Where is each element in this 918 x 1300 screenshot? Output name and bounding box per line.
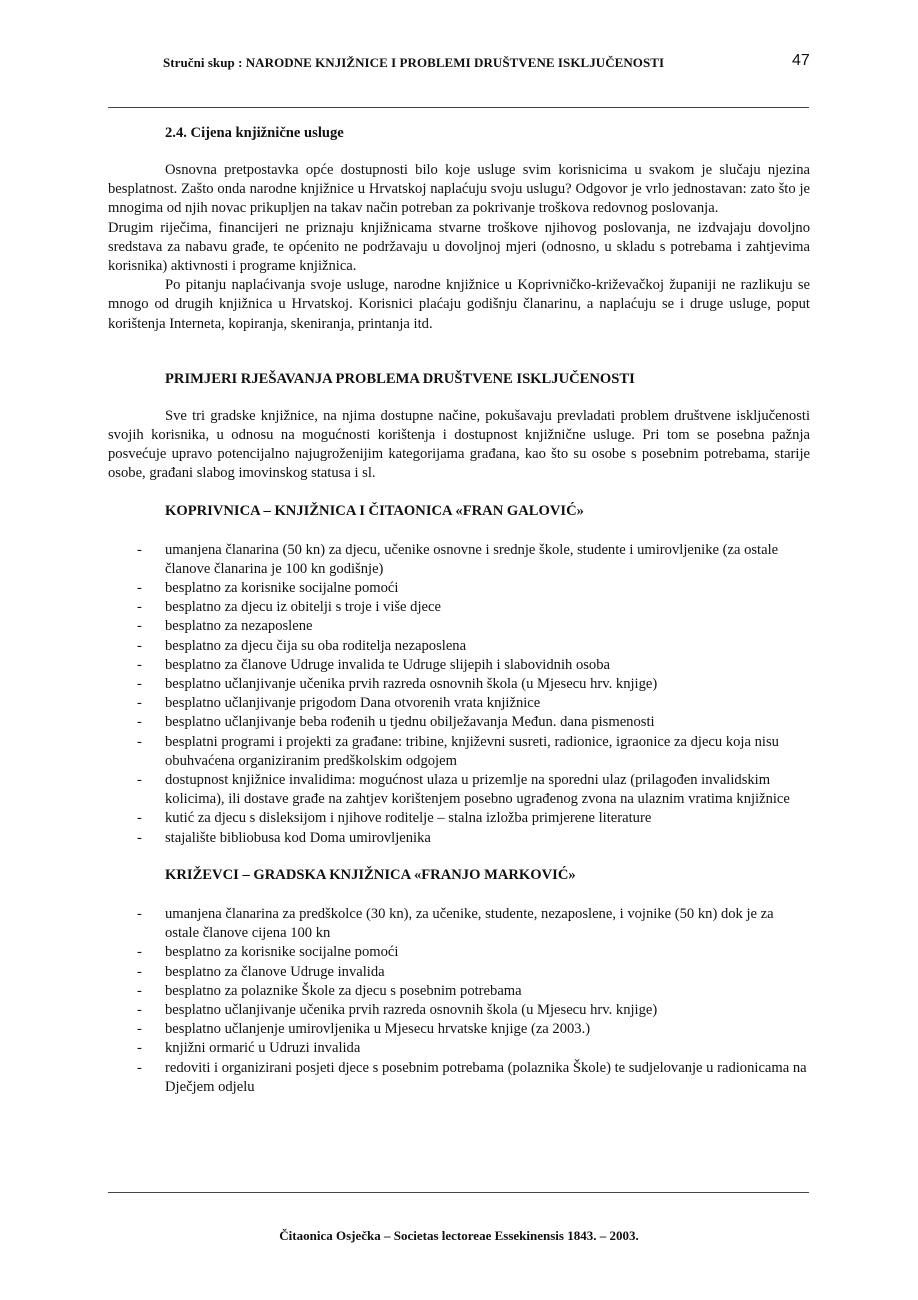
running-header: [0, 52, 918, 75]
list-item: - besplatno za članove Udruge invalida te Udruge slijepih i slabovidnih osoba: [137, 656, 610, 673]
section-heading-krizevci: KRIŽEVCI – GRADSKA KNJIŽNICA «FRANJO MARKOVIĆ»: [165, 866, 576, 883]
running-footer: Čitaonica Osječka – Societas lectoreae Essekinensis 1843. – 2003.: [279, 1228, 639, 1243]
paragraph: Osnovna pretpostavka opće dostupnosti bilo koje usluge svim korisnicima u svakom je slučaju njezina besplatnost. Zašto onda narodne knjižnice u Hrvatskoj naplaćuju svoju uslugu? Odgovor je vrlo jednostavan: zato što je mnogima od njih novac prikupljen na takav način potreban za pokrivanje troškova redovnog poslovanja.: [108, 162, 810, 217]
footer-rule: [108, 1192, 809, 1193]
list-item: - besplatno za korisnike socijalne pomoći: [137, 944, 399, 961]
list-item: - besplatno učlanjivanje učenika prvih razreda osnovnih škola (u Mjesecu hrv. knjige): [137, 1001, 658, 1018]
section-heading-primjeri: PRIMJERI RJEŠAVANJA PROBLEMA DRUŠTVENE ISKLJUČENOSTI: [165, 370, 635, 387]
koprivnica-list: [108, 541, 810, 848]
list-item: - besplatno za djecu iz obitelji s troje i više djece: [137, 599, 441, 616]
list-item: - besplatno učlanjivanje prigodom Dana otvorenih vrata knjižnice: [137, 695, 541, 712]
paragraph: Sve tri gradske knjižnice, na njima dostupne načine, pokušavaju prevladati problem društvene isključenosti svojih korisnika, u odnosu na mogućnosti korištenja i dostupnost knjižnične usluge. Pri tom se posebna pažnja posvećuje upravo potencijalno najugroženijim kategorijama građana, kao što su osobe s posebnim potrebama, starije osobe, građani slabog imovinskog statusa i sl.: [108, 407, 810, 482]
main-content: [108, 124, 810, 1097]
page-number: 47: [792, 52, 810, 69]
list-item: - dostupnost knjižnice invalidima: mogućnost ulaza u prizemlje na sporedni ulaz (prilagođen invalidskim kolicima), ili dostave građe na zahtjev korištenjem posebno ugrađenog zvona na ulaznim vratima knjižnice: [137, 772, 790, 808]
section-heading-cijena: 2.4. Cijena knjižnične usluge: [165, 125, 344, 141]
list-item: - besplatno učlanjivanje beba rođenih u tjednu obilježavanja Međun. dana pismenosti: [137, 714, 655, 731]
header-rule: [108, 107, 809, 108]
running-header-title: Stručni skup : NARODNE KNJIŽNICE I PROBLEMI DRUŠTVENE ISKLJUČENOSTI: [163, 55, 665, 70]
list-item: - besplatno učlanjivanje učenika prvih razreda osnovnih škola (u Mjesecu hrv. knjige): [137, 676, 658, 693]
list-item: - kutić za djecu s disleksijom i njihove roditelje – stalna izložba primjerene literature: [137, 810, 652, 827]
list-item: - besplatno za članove Udruge invalida: [137, 963, 385, 980]
list-item: - besplatno učlanjenje umirovljenika u Mjesecu hrvatske knjige (za 2003.): [137, 1021, 591, 1038]
list-item: - umanjena članarina za predškolce (30 kn), za učenike, studente, nezaposlene, i vojnike (50 kn) dok je za ostale članove cijena 100 kn: [137, 905, 774, 942]
list-item: - knjižni ormarić u Udruzi invalida: [137, 1040, 361, 1057]
list-item: - stajalište bibliobusa kod Doma umirovljenika: [137, 829, 431, 846]
list-item: - besplatno za nezaposlene: [137, 618, 313, 635]
section-heading-koprivnica: KOPRIVNICA – KNJIŽNICA I ČITAONICA «FRAN GALOVIĆ»: [165, 502, 584, 519]
paragraph: Po pitanju naplaćivanja svoje usluge, narodne knjižnice u Koprivničko-križevačkoj županiji ne razlikuju se mnogo od drugih knjižnica u Hrvatskoj. Korisnici plaćaju godišnju članarinu, a naplaćuju se i druge usluge, poput korištenja Interneta, kopiranja, skeniranja, printanja itd.: [108, 277, 810, 332]
list-item: - besplatni programi i projekti za građane: tribine, književni susreti, radionice, igraonice za djecu koja nisu obuhvaćena organiziranim predškolskim odgojem: [137, 733, 779, 769]
paragraph: Drugim riječima, financijeri ne priznaju knjižnicama stvarne troškove njihovog poslovanja, ne izdvajaju dovoljno sredstava za nabavu građe, te općenito ne podržavaju u dovoljnoj mjeri (odnosno, u skladu s potrebama i zahtjevima korisnika) aktivnosti i programe knjižnica.: [108, 219, 810, 275]
list-item: - umanjena članarina (50 kn) za djecu, učenike osnovne i srednje škole, studente i umirovljenike (za ostale članove članarina je 100 kn godišnje): [137, 541, 779, 577]
krizevci-list: [108, 905, 810, 1097]
list-item: - besplatno za polaznike Škole za djecu s posebnim potrebama: [137, 982, 522, 999]
list-item: - besplatno za djecu čija su oba roditelja nezaposlena: [137, 637, 467, 654]
list-item: - redoviti i organizirani posjeti djece s posebnim potrebama (polaznika Škole) te sudjelovanje u radionicama na Dječjem odjelu: [137, 1059, 807, 1095]
list-item: - besplatno za korisnike socijalne pomoći: [137, 580, 399, 597]
